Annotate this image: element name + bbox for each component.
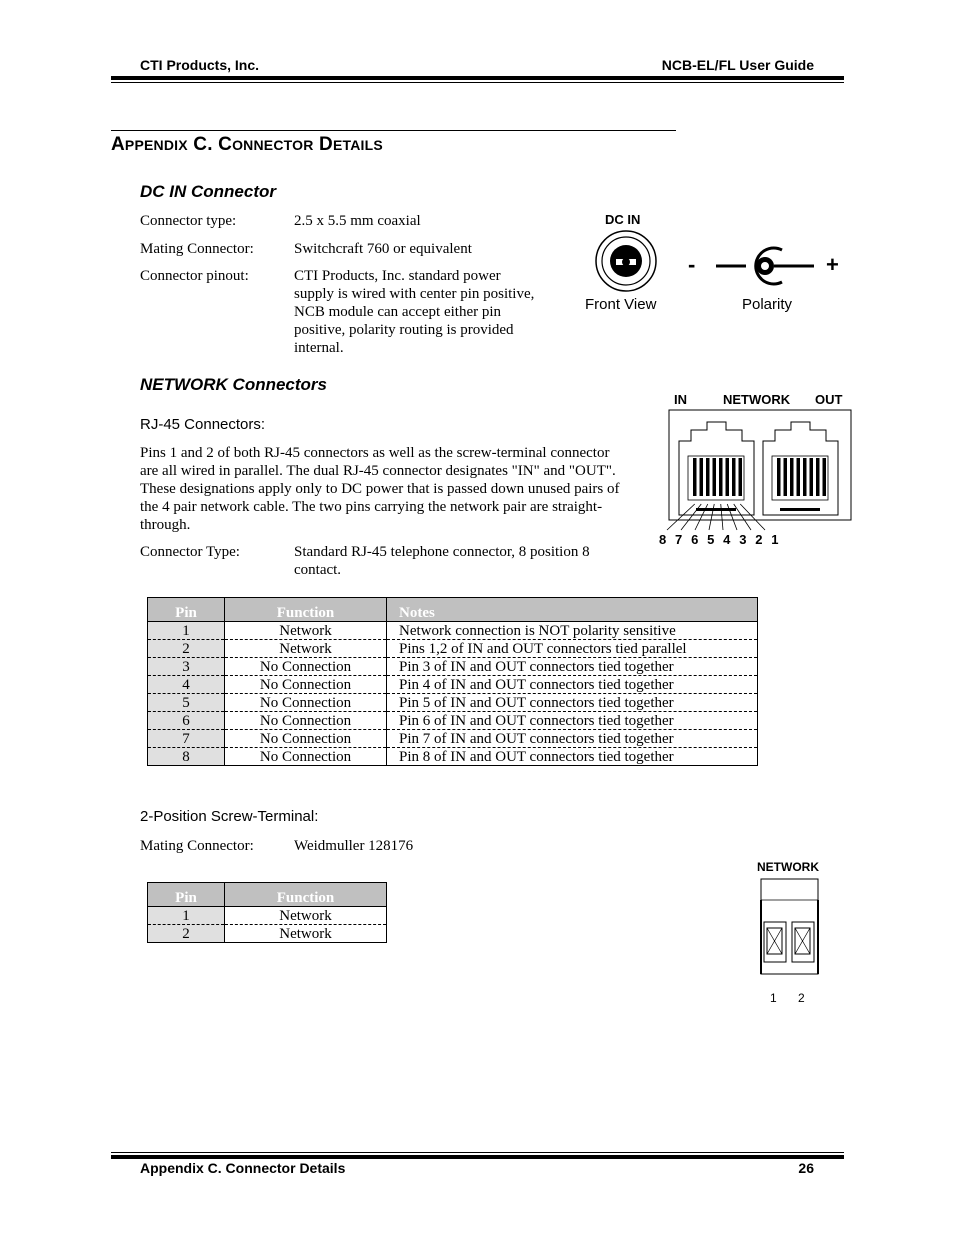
col-header-function: Function (225, 598, 387, 622)
screw-col-header-function: Function (225, 883, 387, 907)
dc-jack-front-icon (594, 229, 658, 293)
table-row (148, 640, 758, 658)
screw-terminal-heading: 2-Position Screw-Terminal: (140, 808, 319, 825)
rj45-heading: RJ-45 Connectors: (140, 416, 266, 433)
table-cell-func: Network (225, 907, 387, 925)
polarity-minus: - (688, 252, 696, 277)
table-cell-func: No Connection (225, 748, 387, 766)
col-header-pin: Pin (148, 598, 225, 622)
table-cell-func: Network (225, 622, 387, 640)
table-cell-note: Pin 8 of IN and OUT connectors tied together (387, 748, 758, 766)
table-row (148, 925, 387, 943)
table-row (148, 712, 758, 730)
title-rule (111, 130, 676, 131)
table-row (148, 658, 758, 676)
mating-connector-label: Mating Connector: (140, 241, 254, 257)
table-cell-pin: 1 (148, 907, 225, 925)
dc-in-figure-title: DC IN (605, 212, 641, 227)
table-cell-pin: 4 (148, 676, 225, 694)
table-cell-note: Pin 5 of IN and OUT connectors tied together (387, 694, 758, 712)
rj45-table-header (148, 598, 758, 622)
footer-section: Appendix C. Connector Details (140, 1160, 346, 1176)
table-row (148, 748, 758, 766)
table-cell-pin: 6 (148, 712, 225, 730)
table-cell-pin: 1 (148, 622, 225, 640)
table-cell-func: No Connection (225, 658, 387, 676)
table-cell-pin: 3 (148, 658, 225, 676)
table-cell-note: Pin 3 of IN and OUT connectors tied together (387, 658, 758, 676)
table-cell-note: Pin 6 of IN and OUT connectors tied together (387, 712, 758, 730)
page-number: 26 (798, 1160, 814, 1176)
header-guide-title: NCB-EL/FL User Guide (661, 57, 814, 73)
connector-pinout-value: CTI Products, Inc. standard power supply is wired with center pin positive, NCB module can accept either pin positive, polarity routing is provided internal. (294, 268, 535, 356)
table-cell-func: Network (225, 640, 387, 658)
dc-in-heading: DC IN Connector (140, 182, 276, 201)
table-cell-func: No Connection (225, 730, 387, 748)
table-cell-pin: 5 (148, 694, 225, 712)
screw-pin-1-label: 1 (770, 991, 777, 1005)
rj45-connector-type-value: Standard RJ-45 telephone connector, 8 position 8 contact. (294, 544, 590, 578)
page-title: APPENDIX C. CONNECTOR DETAILS (111, 134, 383, 155)
screw-pin-table (147, 882, 387, 943)
table-cell-pin: 8 (148, 748, 225, 766)
footer-rule-thin (111, 1152, 844, 1153)
footer-rule (111, 1155, 844, 1159)
mating-connector-value: Switchcraft 760 or equivalent (294, 241, 472, 257)
table-cell-func: Network (225, 925, 387, 943)
table-cell-pin: 7 (148, 730, 225, 748)
rj45-paragraph: Pins 1 and 2 of both RJ-45 connectors as well as the screw-terminal connector are all wired in parallel. The dual RJ-45 connector designates "IN" and "OUT". These designations apply only to DC power that is passed down unused pairs of the 4 pair network cable. The two pins carrying the network pair are straight- through. (140, 445, 620, 533)
header-rule (111, 76, 844, 80)
table-row (148, 907, 387, 925)
header-company: CTI Products, Inc. (140, 57, 260, 73)
screw-mating-value: Weidmuller 128176 (294, 838, 414, 854)
table-cell-note: Pin 4 of IN and OUT connectors tied together (387, 676, 758, 694)
network-heading: NETWORK Connectors (140, 375, 327, 394)
rj45-out-label: OUT (815, 392, 843, 407)
screw-col-header-pin: Pin (148, 883, 225, 907)
rj45-dual-connector-icon (660, 408, 854, 538)
rj45-network-label: NETWORK (723, 392, 791, 407)
table-row (148, 694, 758, 712)
connector-pinout-label: Connector pinout: (140, 268, 249, 284)
polarity-caption: Polarity (742, 296, 793, 313)
table-cell-pin: 2 (148, 640, 225, 658)
screw-figure-title: NETWORK (757, 860, 819, 874)
polarity-symbol-icon (710, 242, 820, 292)
table-row (148, 730, 758, 748)
screw-mating-label: Mating Connector: (140, 838, 254, 854)
table-cell-note: Pin 7 of IN and OUT connectors tied together (387, 730, 758, 748)
header-rule-thin (111, 82, 844, 83)
connector-type-value: 2.5 x 5.5 mm coaxial (294, 213, 421, 229)
front-view-caption: Front View (585, 296, 657, 313)
col-header-notes: Notes (387, 598, 758, 622)
table-cell-func: No Connection (225, 676, 387, 694)
rj45-pin-numbers: 8 7 6 5 4 3 2 1 (659, 532, 782, 547)
table-cell-func: No Connection (225, 694, 387, 712)
table-cell-note: Pins 1,2 of IN and OUT connectors tied parallel (387, 640, 758, 658)
table-cell-func: No Connection (225, 712, 387, 730)
rj45-connector-type-label: Connector Type: (140, 544, 240, 560)
rj45-pin-table (147, 597, 758, 766)
table-cell-pin: 2 (148, 925, 225, 943)
table-row (148, 622, 758, 640)
screw-terminal-icon (758, 876, 822, 976)
rj45-in-label: IN (674, 392, 687, 407)
table-row (148, 676, 758, 694)
connector-type-label: Connector type: (140, 213, 237, 229)
table-cell-note: Network connection is NOT polarity sensitive (387, 622, 758, 640)
screw-pin-2-label: 2 (798, 991, 805, 1005)
polarity-plus: + (826, 252, 839, 277)
screw-table-header (148, 883, 387, 907)
